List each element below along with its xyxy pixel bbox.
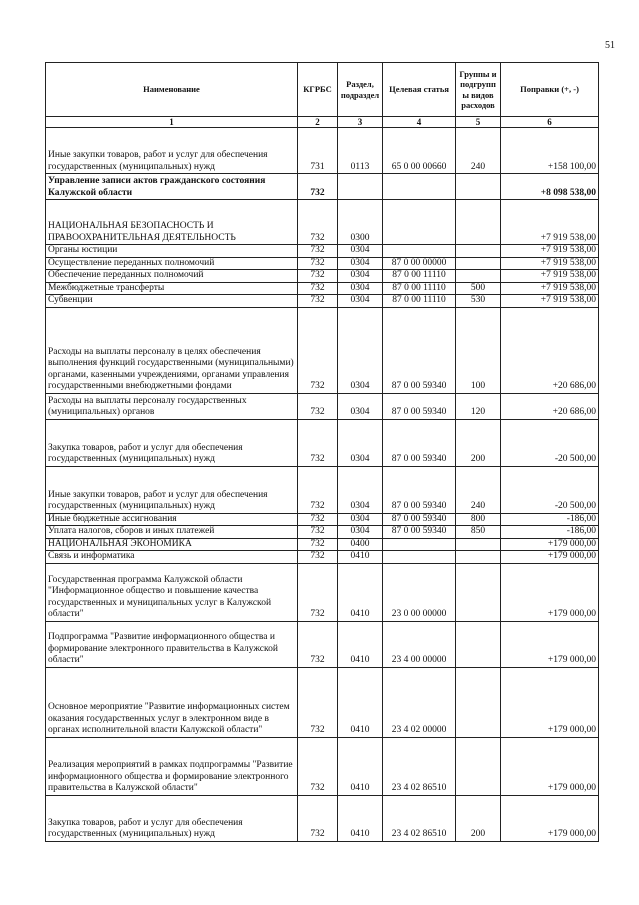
row-target-article: 23 4 02 86510 [383,795,456,841]
row-amount: +179 000,00 [501,538,599,551]
row-name: Органы юстиции [46,245,298,258]
table-header-row [46,63,599,117]
row-razdel: 0304 [338,282,383,295]
header-name: Наименование [46,63,298,117]
row-target-article: 87 0 00 59340 [383,466,456,513]
row-expense-group: 120 [456,393,501,419]
row-name: Управление записи актов гражданского состояния Калужской области [46,174,298,200]
row-amount: +158 100,00 [501,128,599,174]
row-amount: +7 919 538,00 [501,282,599,295]
row-target-article: 23 4 02 86510 [383,737,456,795]
col-number: 5 [456,117,501,128]
row-target-article: 87 0 00 11110 [383,295,456,308]
header-razdel: Раздел, подраздел [338,63,383,117]
row-kgrbs: 732 [298,419,338,466]
row-kgrbs: 732 [298,551,338,564]
row-amount: +7 919 538,00 [501,245,599,258]
table-row [46,466,599,513]
row-razdel: 0410 [338,621,383,667]
row-kgrbs: 732 [298,563,338,621]
row-expense-group [456,667,501,737]
row-amount: -186,00 [501,513,599,526]
row-expense-group [456,257,501,270]
header-kgrbs: КГРБС [298,63,338,117]
row-expense-group: 200 [456,795,501,841]
row-razdel: 0304 [338,295,383,308]
row-expense-group: 800 [456,513,501,526]
row-expense-group [456,621,501,667]
row-name: Иные бюджетные ассигнования [46,513,298,526]
row-name: Субвенции [46,295,298,308]
row-target-article [383,200,456,245]
row-razdel: 0304 [338,270,383,283]
row-amount: +179 000,00 [501,795,599,841]
row-amount: -20 500,00 [501,419,599,466]
row-target-article: 87 0 00 59340 [383,513,456,526]
row-razdel: 0400 [338,538,383,551]
row-name: Государственная программа Калужской области "Информационное общество и повышение качества государственных и муниципальных услуг в Калужской области" [46,563,298,621]
row-target-article: 87 0 00 00000 [383,257,456,270]
table-row [46,295,599,308]
header-gruppy: Группы и подгрупп ы видов расходов [456,63,501,117]
row-name: Связь и информатика [46,551,298,564]
row-target-article [383,245,456,258]
row-razdel: 0410 [338,737,383,795]
row-amount: +179 000,00 [501,667,599,737]
row-target-article: 65 0 00 00660 [383,128,456,174]
row-expense-group [456,737,501,795]
row-amount: +20 686,00 [501,393,599,419]
row-razdel: 0410 [338,795,383,841]
row-kgrbs: 732 [298,526,338,539]
row-kgrbs: 732 [298,282,338,295]
table-row [46,551,599,564]
row-target-article [383,174,456,200]
col-number: 1 [46,117,298,128]
row-expense-group: 240 [456,128,501,174]
page-number: 51 [605,40,615,51]
row-name: Закупка товаров, работ и услуг для обеспечения государственных (муниципальных) нужд [46,419,298,466]
row-expense-group: 240 [456,466,501,513]
row-expense-group: 200 [456,419,501,466]
table-row [46,257,599,270]
row-kgrbs: 732 [298,245,338,258]
row-kgrbs: 732 [298,513,338,526]
table-row [46,128,599,174]
row-kgrbs: 732 [298,393,338,419]
row-target-article [383,551,456,564]
table-row [46,245,599,258]
row-expense-group [456,245,501,258]
row-name: Обеспечение переданных полномочий [46,270,298,283]
row-amount: +20 686,00 [501,307,599,393]
row-razdel: 0304 [338,257,383,270]
table-row [46,513,599,526]
table-row [46,419,599,466]
header-popravki: Поправки (+, -) [501,63,599,117]
table-row [46,737,599,795]
row-expense-group [456,538,501,551]
row-kgrbs: 732 [298,621,338,667]
row-kgrbs: 732 [298,174,338,200]
table-row [46,526,599,539]
row-name: НАЦИОНАЛЬНАЯ БЕЗОПАСНОСТЬ И ПРАВООХРАНИТЕЛЬНАЯ ДЕЯТЕЛЬНОСТЬ [46,200,298,245]
row-razdel: 0304 [338,419,383,466]
row-expense-group [456,270,501,283]
row-amount: +7 919 538,00 [501,257,599,270]
row-target-article: 87 0 00 11110 [383,282,456,295]
row-target-article: 23 4 02 00000 [383,667,456,737]
row-razdel: 0410 [338,563,383,621]
row-kgrbs: 732 [298,307,338,393]
row-amount: +179 000,00 [501,737,599,795]
row-kgrbs: 732 [298,466,338,513]
row-amount: +179 000,00 [501,551,599,564]
row-name: Межбюджетные трансферты [46,282,298,295]
row-razdel: 0304 [338,393,383,419]
budget-amendments-table [45,62,599,842]
row-name: Расходы на выплаты персоналу в целях обеспечения выполнения функций государственными (муниципальными) органами, казенными учреждениями, органами управления государственными внебюджетными фондами [46,307,298,393]
row-target-article: 23 4 00 00000 [383,621,456,667]
row-expense-group: 100 [456,307,501,393]
row-razdel: 0304 [338,526,383,539]
row-kgrbs: 732 [298,200,338,245]
column-number-row [46,117,599,128]
row-razdel: 0410 [338,667,383,737]
row-name: Основное мероприятие "Развитие информационных систем оказания государственных услуг в электронном виде в органах исполнительной власти Калужской области" [46,667,298,737]
row-kgrbs: 732 [298,795,338,841]
row-target-article: 23 0 00 00000 [383,563,456,621]
row-razdel: 0304 [338,466,383,513]
col-number: 2 [298,117,338,128]
table-row [46,270,599,283]
row-amount: +179 000,00 [501,563,599,621]
row-name: Уплата налогов, сборов и иных платежей [46,526,298,539]
header-statya: Целевая статья [383,63,456,117]
table-row [46,393,599,419]
row-name: Подпрограмма "Развитие информационного общества и формирование электронного правительства в Калужской области" [46,621,298,667]
row-amount: -186,00 [501,526,599,539]
row-razdel [338,174,383,200]
row-kgrbs: 732 [298,737,338,795]
row-kgrbs: 732 [298,538,338,551]
row-kgrbs: 732 [298,295,338,308]
col-number: 3 [338,117,383,128]
table-row [46,282,599,295]
col-number: 6 [501,117,599,128]
table-row [46,200,599,245]
row-razdel: 0304 [338,513,383,526]
row-amount: +7 919 538,00 [501,200,599,245]
row-name: Реализация мероприятий в рамках подпрограммы "Развитие информационного общества и формирование электронного правительства в Калужской области" [46,737,298,795]
row-kgrbs: 732 [298,257,338,270]
row-razdel: 0304 [338,307,383,393]
table-row [46,667,599,737]
row-expense-group: 500 [456,282,501,295]
row-amount: +7 919 538,00 [501,270,599,283]
row-target-article [383,538,456,551]
row-name: Закупка товаров, работ и услуг для обеспечения государственных (муниципальных) нужд [46,795,298,841]
row-amount: +7 919 538,00 [501,295,599,308]
row-expense-group: 530 [456,295,501,308]
row-name: Осуществление переданных полномочий [46,257,298,270]
table-row [46,563,599,621]
row-razdel: 0304 [338,245,383,258]
row-target-article: 87 0 00 59340 [383,393,456,419]
row-expense-group [456,551,501,564]
row-razdel: 0300 [338,200,383,245]
row-amount: +179 000,00 [501,621,599,667]
row-target-article: 87 0 00 11110 [383,270,456,283]
row-expense-group: 850 [456,526,501,539]
table-row [46,174,599,200]
row-name: НАЦИОНАЛЬНАЯ ЭКОНОМИКА [46,538,298,551]
row-amount: +8 098 538,00 [501,174,599,200]
row-expense-group [456,563,501,621]
table-row [46,307,599,393]
row-name: Иные закупки товаров, работ и услуг для обеспечения государственных (муниципальных) нужд [46,128,298,174]
row-kgrbs: 732 [298,270,338,283]
row-name: Иные закупки товаров, работ и услуг для обеспечения государственных (муниципальных) нужд [46,466,298,513]
table-row [46,538,599,551]
row-amount: -20 500,00 [501,466,599,513]
col-number: 4 [383,117,456,128]
row-kgrbs: 732 [298,667,338,737]
row-expense-group [456,174,501,200]
row-target-article: 87 0 00 59340 [383,307,456,393]
row-name: Расходы на выплаты персоналу государственных (муниципальных) органов [46,393,298,419]
row-target-article: 87 0 00 59340 [383,526,456,539]
table-row [46,621,599,667]
row-razdel: 0113 [338,128,383,174]
row-kgrbs: 731 [298,128,338,174]
row-razdel: 0410 [338,551,383,564]
table-row [46,795,599,841]
row-expense-group [456,200,501,245]
row-target-article: 87 0 00 59340 [383,419,456,466]
